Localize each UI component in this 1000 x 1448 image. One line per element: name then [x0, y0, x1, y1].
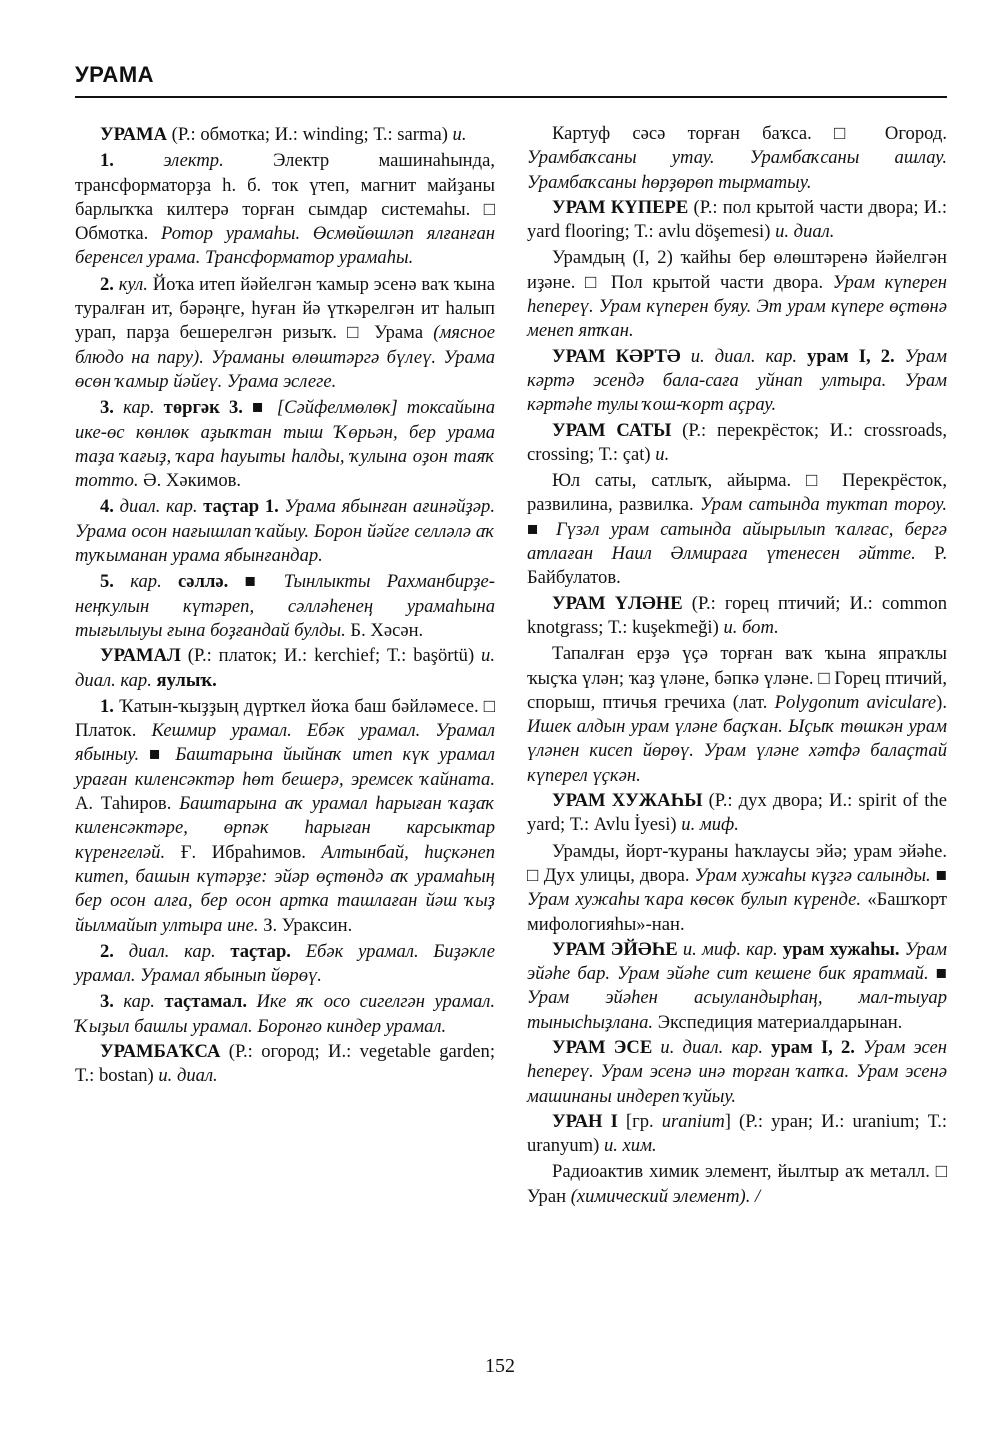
bold-text: УРАМАЛ [100, 645, 181, 667]
bold-text: яулыҡ. [151, 669, 217, 691]
running-head: УРАМА [75, 62, 155, 87]
text: (Р.: горец птичий; И.: common knotgrass; Т.: kuşekmeği) [527, 592, 948, 638]
text: Юл саты, сатлыҡ, айырма. □ Перекрёсток, развилина, развилка. [527, 470, 947, 516]
italic-text: Ишек алдын урам үләне баҫҡан. Ыҫыҡ төшкән урам үләнен кисеп йөрөү. Урам үләне хәтфә балаҫтай күперел үҫкән. [527, 716, 947, 786]
italic-text: Ике яҡ осо сигелгән урамал. Ҡыҙыл башлы урамал. Боронғо киндер урамал. [75, 991, 496, 1037]
bold-text: сәллә. ■ [161, 571, 284, 593]
text: Картуф сәсә торған баҡса. □ Огород. [552, 123, 947, 144]
bold-text: 2. [100, 940, 129, 962]
bold-text: таҫтар. [215, 940, 306, 962]
italic-text: Ебәк урамал. Биҙәкле урамал. Урамал ябынып йөрөү. [75, 940, 495, 987]
bold-text: УРАМ ХУЖАҺЫ [552, 790, 703, 812]
text: ). [936, 691, 947, 713]
italic-text: диал. кар. [128, 940, 216, 962]
text: [гр. [617, 1110, 662, 1132]
italic-text: и. миф. [681, 814, 739, 836]
text: Р. Байбулатов. [527, 543, 947, 589]
entry-paragraph [75, 940, 495, 989]
italic-text: кар. [123, 397, 155, 419]
entry-paragraph [75, 570, 495, 643]
bold-text: урам I, 2. [762, 1036, 864, 1058]
text: «Башҡорт мифологияһы»-нан. [527, 889, 947, 935]
dictionary-entry [75, 1040, 495, 1089]
italic-text: Тынлыкты Рахманбирҙе-неңҡулын күтәреп, сәлләһенең урамаһына тығылыуы ғына боҙғандай булды. [75, 571, 495, 641]
italic-text: и. бот. [723, 616, 779, 638]
italic-text: uranium [661, 1110, 725, 1132]
bold-text: урам I, 2. [797, 345, 905, 367]
text: (Р.: обмотка; И.: winding; Т.: sarma) [167, 124, 453, 145]
italic-text: и. диал. кар. [680, 345, 798, 367]
bold-text: УРАМА [100, 124, 168, 145]
bold-text: УРАН I [552, 1110, 618, 1132]
dictionary-entry [527, 345, 947, 418]
header-rule [75, 96, 947, 98]
italic-text: и. диал. кар. [75, 645, 495, 691]
italic-text: Урам сатында туктап тороу. [700, 494, 948, 516]
bold-text: ■ [139, 744, 176, 766]
left-column [75, 122, 495, 1089]
italic-text: Алтынбай, һиҫкәнеп китеп, башын күтәрҙе: эйәр өҫтөндә аҡ урамаһың бер осон алға, бер осон артка ташлаған йәш ҡыҙ йылмайып ултыра ине. [75, 841, 495, 936]
dictionary-entry [75, 644, 495, 693]
italic-text: Ротор урамаһы. Өсмөйөшләп ялғанған беренсел урама. Трансформатор урамаһы. [75, 223, 496, 269]
italic-text: Урамбаҡсаны утау. Урамбаҡсаны ашлау. Урамбаҡсаны һөрҙөрөп тырматыу. [527, 147, 947, 193]
entry-paragraph [527, 469, 947, 590]
entry-paragraph [75, 273, 495, 394]
italic-text: и. [452, 124, 467, 145]
italic-text: Урам эсен һепереү. Урам эсенә инә торған ҡапҡа. Урам эсенә машинаны индереп ҡуйыу. [527, 1036, 947, 1107]
text: (Р.: огород; И.: vegetable garden; Т.: bostan) [75, 1040, 495, 1087]
italic-text: Урам хужаһы ҡара көсөк булып күренде. [527, 889, 862, 911]
text: Урамдың (I, 2) ҡайһы бер өлөштәренә йәйелгән иҙәне. □ Пол крытой части двора. [527, 247, 947, 293]
bold-text: ■ [928, 963, 947, 985]
entry-paragraph [75, 990, 495, 1039]
entry-paragraph [75, 695, 495, 938]
italic-text: и. диал. [775, 221, 835, 243]
bold-text: 4. [100, 496, 120, 518]
bold-text: УРАМ САТЫ [552, 419, 672, 441]
bold-text: таҫтар 1. [197, 496, 285, 518]
bold-text: төргәк 3. ■ [154, 397, 277, 419]
italic-text: Гүзәл урам сатында айырылып ҡалғас, бергә атлаған Наил Әлмираға үтенесен әйтте. [527, 518, 947, 565]
italic-text: электр. [163, 150, 224, 172]
dictionary-entry [527, 938, 947, 1035]
italic-text: и. миф. кар. [677, 938, 778, 960]
italic-text: и. хим. [603, 1135, 657, 1157]
text: Экспедиция материалдарынан. [653, 1011, 903, 1033]
dictionary-entry [527, 1110, 947, 1159]
entry-paragraph [527, 642, 947, 788]
bold-text: 5. [100, 571, 131, 593]
bold-text: 1. [100, 150, 164, 172]
text: Тапалған ерҙә үҫә торған ваҡ ҡына япраҡлы ҡыҫҡа үлән; ҡаҙ үләне, бәпкә үләне. □ Горец птичий, спорыш, птичья гречиха (лат. [527, 643, 947, 713]
bold-text: 3. [100, 991, 124, 1013]
text: Урамды, йорт-ҡураны һаҡлаусы эйә; урам эйәһе. □ Дух улицы, двора. [527, 840, 947, 886]
italic-text: и. диал. кар. [652, 1036, 763, 1058]
text: (Р.: дух двора; И.: spirit of the yard; Т.: Avlu İyesi) [527, 790, 947, 836]
bold-text: УРАМ КӘРТӘ [552, 345, 681, 367]
italic-text: Урам эйәһе бар. Урам эйәһе сит кешене бик яратмай. [527, 938, 947, 985]
bold-text: таҫтамал. [154, 991, 257, 1013]
text: Ҡатын-ҡыҙҙың дүрткел йоҡа баш бәйләмесе. □ Платок. [75, 695, 496, 742]
page-number: 152 [485, 1355, 515, 1377]
dictionary-entry [527, 789, 947, 838]
italic-text: (мясное блюдо на пару). Ураманы өлөштәргә бүлеү. Урама өсөн ҡамыр йәйеү. Урама эслеге. [75, 322, 495, 392]
bold-text: 2. [100, 273, 119, 295]
dictionary-entry [527, 196, 947, 245]
italic-text: и. диал. [158, 1065, 218, 1087]
entry-paragraph [527, 246, 947, 343]
text: Радиоактив химик элемент, йылтыр аҡ металл. □ Уран [527, 1161, 947, 1207]
italic-text: и. [655, 443, 670, 465]
italic-text: Урама ябынған ағинәйҙәр. Урама осон нағышлап ҡайыу. Борон йәйге селләлә аҡ туҡыманан урама ябынғандар. [75, 496, 495, 567]
italic-text: (химический элемент). / [570, 1185, 761, 1207]
italic-text: Урам кәртә эсендә бала-саға уйнап ултыра. Урам кәртәһе тулы ҡош-ҡорт аҫрау. [527, 345, 947, 416]
italic-text: Баштарына йыйнаҡ итеп күк урамал ураған киленсәктәр һөт бешерә, эремсек ҡайната. [75, 744, 495, 790]
dictionary-entry [527, 1036, 947, 1109]
italic-text: Баштарына аҡ урамал һарыған ҡаҙаҡ киленсәктәре, өрпәк һарыған карсыктар күренгеләй. [75, 793, 495, 863]
italic-text: кар. [130, 571, 162, 593]
dictionary-entry [527, 419, 947, 468]
italic-text: Кешмир урамал. Ебәк урамал. Урамал ябыныу. [75, 720, 495, 766]
bold-text: УРАМ ҮЛӘНЕ [552, 592, 683, 614]
italic-text: кул. [118, 273, 148, 295]
bold-text: УРАМБАҠСА [100, 1040, 221, 1062]
bold-text: 3. [100, 397, 124, 419]
entry-paragraph [75, 149, 495, 270]
bold-text: УРАМ ЭЙӘҺЕ [552, 938, 678, 960]
bold-text: урам хужаһы. [777, 938, 905, 960]
entry-paragraph [527, 1160, 947, 1209]
text: А. Таһиров. [75, 793, 180, 815]
italic-text: Polygonum aviculare [774, 691, 937, 713]
text: Б. Хәсән. [345, 619, 424, 641]
text: Ғ. Ибраһимов. [165, 841, 322, 863]
bold-text: ■ [527, 518, 556, 540]
italic-text: Урам күперен һепереү. Урам күперен буяу. Эт урам күпере өҫтөнә менеп ятҡан. [527, 271, 947, 342]
italic-text: Урам хужаһы күҙгә салынды. [694, 864, 931, 886]
entry-paragraph [75, 396, 495, 493]
dictionary-entry [75, 123, 495, 147]
italic-text: диал. кар. [119, 496, 198, 518]
text: Электр машинаһында, трансформаторҙа һ. б. ток үтеп, магнит майҙаны барлыҡҡа килтерә торған сымдар системаһы. □ Обмотка. [75, 150, 495, 245]
italic-text: кар. [123, 991, 155, 1013]
bold-text: УРАМ КҮПЕРЕ [552, 196, 689, 218]
entry-paragraph [75, 495, 495, 568]
entry-paragraph [527, 122, 947, 195]
italic-text: Урам эйәһен асыуландырһаң, мал-тыуар тыныcһыҙлана. [527, 987, 947, 1033]
text: ] (Р.: уран; И.: uranium; Т.: uranyum) [527, 1110, 948, 1157]
text: Йоҡа итеп йәйелгән ҡамыр эсенә ваҡ ҡына туралған ит, бәрәңге, һуған йә үткәрелгән ит һалып урап, парҙа бешерелгән ризыҡ. □ Урама [75, 273, 496, 344]
dictionary-entry [527, 592, 947, 641]
right-column [527, 122, 947, 1209]
italic-text: [Сәйфелмөлөк] токсайына ике-өс көнлөк аҙыҡтан тыш Ҡөрьән, бер урама таҙа ҡағыҙ, ҡара һауыты һалды, ҡулына оҙон таяҡ тотто. [75, 397, 495, 492]
text: Ә. Хәкимов. [138, 470, 242, 492]
text: (Р.: платок; И.: kerchief; Т.: başörtü) [180, 645, 482, 667]
text: (Р.: пол крытой части двора; И.: yard flooring; Т.: avlu döşemesi) [527, 196, 947, 243]
bold-text: УРАМ ЭСЕ [552, 1036, 653, 1058]
text: (Р.: перекрёсток; И.: crossroads, crossing; Т.: çat) [527, 419, 947, 465]
text: З. Ураксин. [258, 914, 353, 936]
bold-text: 1. [100, 695, 120, 717]
entry-paragraph [527, 840, 947, 937]
bold-text: ■ [930, 864, 947, 886]
